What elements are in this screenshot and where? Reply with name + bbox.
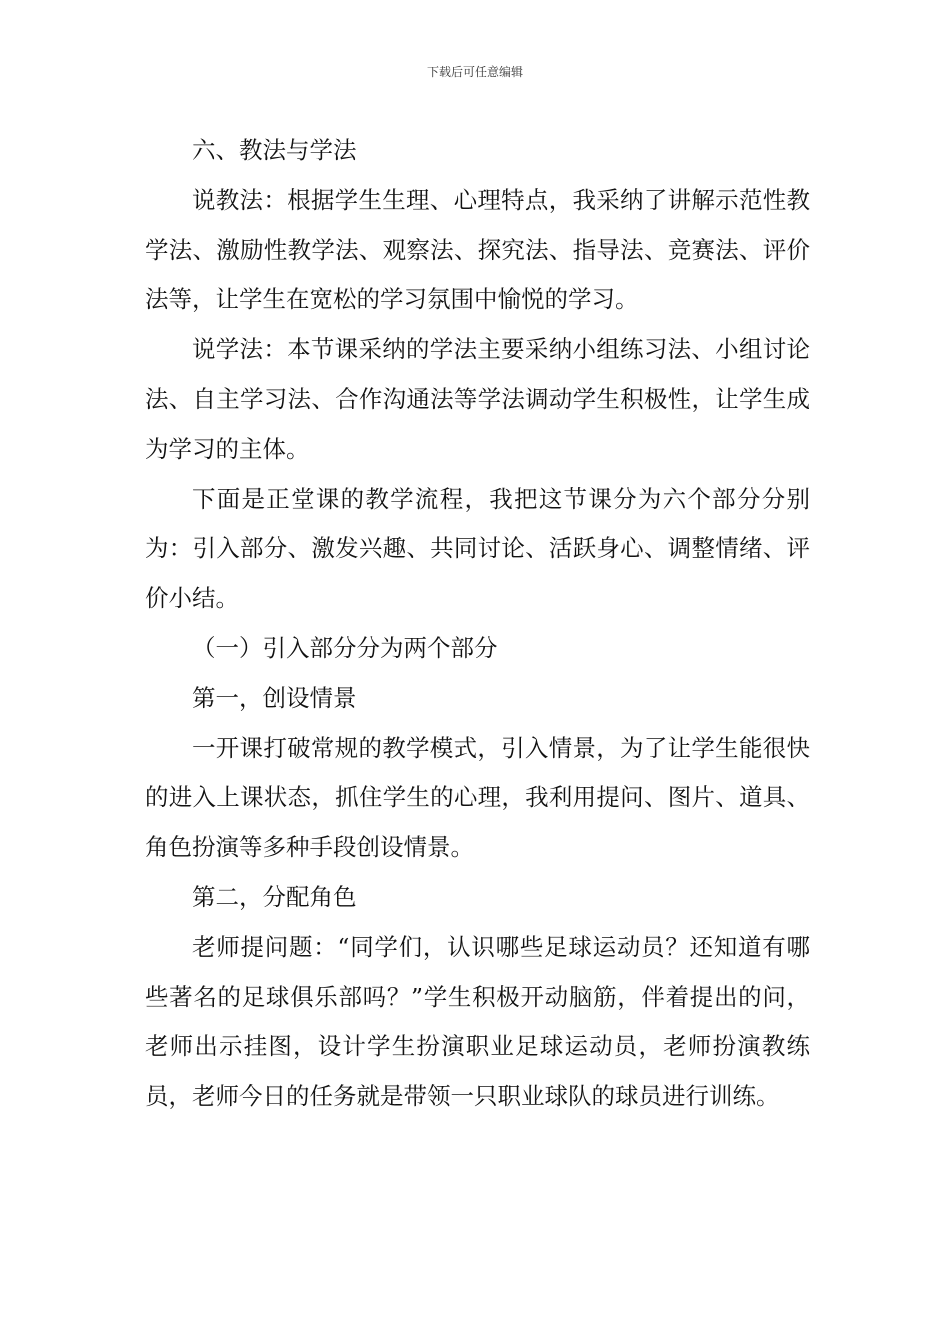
subheading-first-create-scenario: 第一，创设情景 [192,683,357,712]
page-header: 下载后可任意编辑 [426,65,523,79]
document-body [145,126,810,1122]
paragraph-teaching-method: 说教法：根据学生生理、心理特点，我采纳了讲解示范性教学法、激励性教学法、观察法、探究法、指导法、竞赛法、评价法等，让学生在宽松的学习氛围中愉悦的学习。 [145,185,810,314]
paragraph-lesson-flow: 下面是正堂课的教学流程，我把这节课分为六个部分分别为：引入部分、激发兴趣、共同讨论、活跃身心、调整情绪、评价小结。 [145,484,810,613]
section-heading-teaching-methods: 六、教法与学法 [192,136,357,164]
paragraph-create-scenario: 一开课打破常规的教学模式，引入情景，为了让学生能很快的进入上课状态，抓住学生的心理，我利用提问、图片、道具、角色扮演等多种手段创设情景。 [145,733,810,862]
paragraph-learning-method: 说学法：本节课采纳的学法主要采纳小组练习法、小组讨论法、自主学习法、合作沟通法等学法调动学生积极性，让学生成为学习的主体。 [145,335,810,463]
paragraph-assign-roles: 老师提问题：“同学们，认识哪些足球运动员？还知道有哪些著名的足球俱乐部吗？”学生积极开动脑筋，伴着提出的问，老师出示挂图，设计学生扮演职业足球运动员，老师扮演教练员，老师今日的任务就是带领一只职业球队的球员进行训练。 [145,932,810,1111]
subheading-introduction-part: （一）引入部分分为两个部分 [192,633,498,662]
subheading-second-assign-roles: 第二，分配角色 [192,882,357,911]
